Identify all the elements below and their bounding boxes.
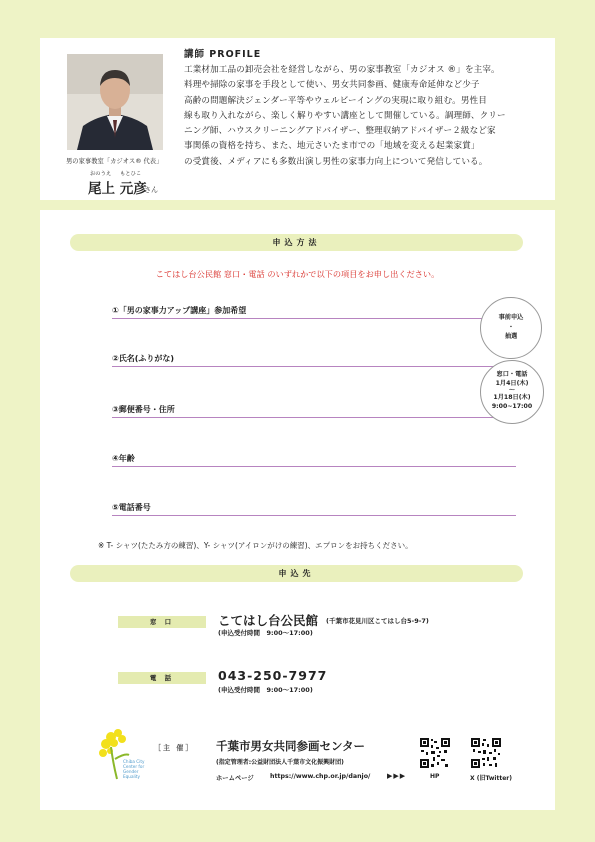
designated-manager: (指定管理者:公益財団法人千葉市文化振興財団) bbox=[216, 759, 344, 766]
instructor-name: 尾上 元彦 bbox=[88, 181, 147, 197]
svg-text:Chiba City: Chiba City bbox=[123, 759, 145, 764]
apply-instruction: こてはし台公民館 窓口・電話 のいずれかで以下の項目をお申し出ください。 bbox=[155, 269, 440, 279]
instructor-photo bbox=[67, 54, 163, 150]
svg-text:Gender: Gender bbox=[123, 769, 139, 774]
window-tag: 窓 口 bbox=[118, 616, 206, 628]
bring-items-note: ※ T- シャツ(たたみ方の練習)、Y- シャツ(アイロンがけの練習)、エプロンをお持ちください。 bbox=[98, 541, 413, 550]
field-phone: ⑤電話番号 bbox=[112, 503, 151, 512]
sponsor-tag: ［主 催］ bbox=[154, 744, 195, 752]
period-line: 9:00~17:00 bbox=[491, 403, 533, 410]
honorific: さん bbox=[144, 186, 158, 194]
field-address: ③郵便番号・住所 bbox=[112, 405, 175, 414]
profile-line: 事関係の資格を持ち、また、地元さいたま市での「地域を変える起業家賞」 bbox=[184, 141, 480, 152]
period-line: 1月4日(木) bbox=[495, 380, 529, 387]
field-line bbox=[112, 318, 516, 319]
profile-line: 高齢の問題解決ジェンダー平等やウェルビーイングの実現に取り組む。男性目 bbox=[184, 95, 487, 106]
qr-hp-label: HP bbox=[430, 773, 440, 780]
period-line: 1月18日(木) bbox=[493, 394, 531, 401]
ruby-surname: おのうえ bbox=[90, 171, 112, 177]
field-line bbox=[112, 366, 516, 367]
period-line: 窓口・電話 bbox=[496, 371, 528, 378]
field-course: ①「男の家事力アップ講座」参加希望 bbox=[112, 306, 247, 315]
homepage-url[interactable]: https://www.chp.or.jp/danjo/ bbox=[270, 773, 371, 780]
profile-line: ニング師、ハウスクリーニングアドバイザー、整理収納アドバイザー２級など家 bbox=[184, 126, 496, 137]
field-name: ②氏名(ふりがな) bbox=[112, 354, 175, 363]
badge-line: ・ bbox=[507, 323, 515, 331]
profile-panel bbox=[40, 38, 555, 200]
application-panel bbox=[40, 210, 555, 810]
window-hours: (申込受付時間 9:00～17:00) bbox=[218, 629, 313, 637]
organizer-name: 千葉市男女共同参画センター bbox=[216, 739, 366, 753]
field-line bbox=[112, 417, 516, 418]
qr-x-label: X (旧Twitter) bbox=[470, 775, 512, 782]
profile-line: 料理や掃除の家事を手段として使い、男女共同参画、健康寿命延伸など少子 bbox=[184, 80, 480, 91]
phone-number: 043-250-7977 bbox=[218, 668, 328, 683]
photo-caption: 男の家事教室「カジオス® 代表」 bbox=[66, 158, 163, 165]
profile-line: の受賞後、メディアにも多数出演し男性の家事力向上について発信している。 bbox=[184, 156, 488, 167]
field-age: ④年齢 bbox=[112, 454, 135, 463]
qr-code-hp-icon[interactable] bbox=[419, 737, 451, 769]
field-line bbox=[112, 466, 516, 467]
arrows-icon: ▶▶▶ bbox=[387, 772, 407, 780]
profile-line: 工業材加工品の卸売会社を経営しながら、男の家事教室「カジオス ®」を主宰。 bbox=[184, 65, 500, 75]
profile-body bbox=[184, 63, 548, 170]
svg-text:Equality: Equality bbox=[123, 774, 140, 779]
facility-name: こてはし台公民館 bbox=[218, 613, 319, 628]
svg-text:Center for: Center for bbox=[123, 764, 145, 769]
phone-tag: 電 話 bbox=[118, 672, 206, 684]
apply-method-header: 申込方法 bbox=[70, 234, 523, 251]
ruby-given: もとひこ bbox=[120, 171, 142, 177]
badge-line: 抽選 bbox=[504, 333, 518, 340]
facility-address: (千葉市花見川区こてはし台5-9-7) bbox=[326, 617, 429, 625]
period-badge bbox=[480, 360, 544, 424]
badge-line: 事前申込 bbox=[498, 314, 524, 321]
qr-code-x-icon[interactable] bbox=[470, 737, 502, 769]
profile-line: 線も取り入れながら、楽しく解りやすい講座として開催している。調理師、クリー bbox=[184, 110, 506, 121]
field-line bbox=[112, 515, 516, 516]
center-logo bbox=[95, 729, 145, 789]
period-line: ～ bbox=[508, 387, 516, 394]
profile-title: 講師 PROFILE bbox=[184, 49, 262, 60]
phone-hours: (申込受付時間 9:00～17:00) bbox=[218, 686, 313, 694]
homepage-label: ホームページ bbox=[216, 775, 254, 782]
reservation-badge bbox=[480, 297, 542, 359]
destination-header: 申込先 bbox=[70, 565, 523, 582]
